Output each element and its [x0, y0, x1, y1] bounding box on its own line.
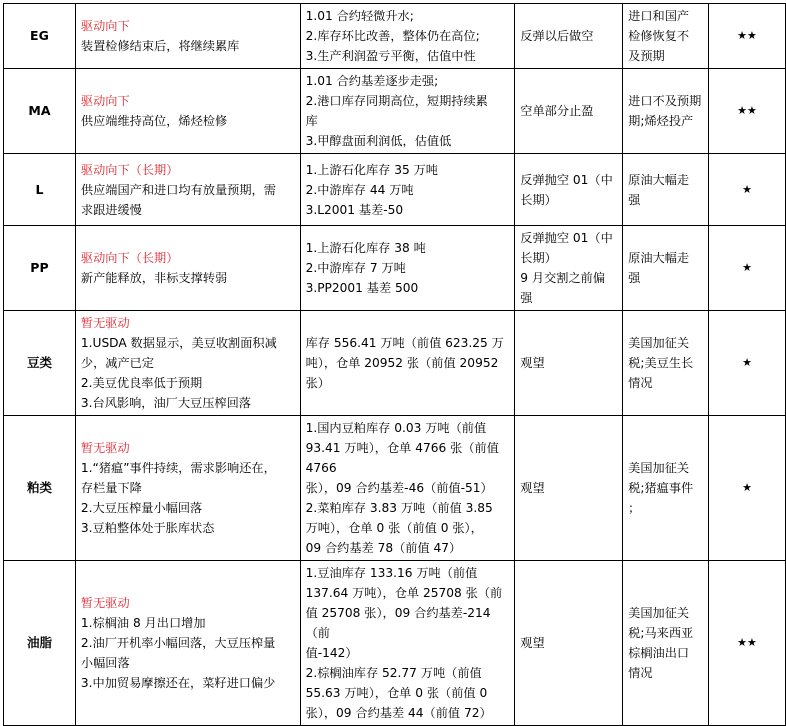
risk-cell — [623, 69, 709, 154]
data-cell — [300, 4, 515, 69]
commodity-name: 粕类 — [4, 416, 76, 561]
strategy-cell — [515, 226, 623, 311]
strategy-cell — [515, 561, 623, 726]
strategy-line: 9 月交割之前偏 — [520, 271, 606, 285]
table-row — [4, 4, 786, 69]
drive-direction: 暂无驱动 — [80, 441, 130, 455]
commodity-name: EG — [4, 4, 76, 69]
logic-line: 3.豆粕整体处于胀库状态 — [80, 521, 215, 535]
drive-logic-cell — [75, 311, 300, 416]
logic-line: 2.美豆优良率低于预期 — [80, 376, 203, 390]
rating-stars: ★★ — [709, 4, 786, 69]
risk-line: 美国加征关 — [628, 461, 690, 475]
logic-line: 求跟进缓慢 — [80, 202, 142, 217]
strategy-line: 观望 — [520, 356, 545, 370]
drive-logic-cell — [75, 416, 300, 561]
drive-direction: 暂无驱动 — [80, 316, 130, 330]
data-line: 1.上游石化库存 35 万吨 — [305, 162, 438, 177]
data-line: 4766 — [305, 461, 337, 475]
data-line: 2.港口库存同期高位，短期持续累 — [305, 94, 488, 108]
strategy-cell — [515, 311, 623, 416]
risk-cell — [623, 4, 709, 69]
strategy-line: 长期） — [520, 192, 557, 207]
data-cell — [300, 416, 515, 561]
data-line: 1.国内豆粕库存 0.03 万吨（前值 — [305, 421, 487, 435]
data-line: 张） — [305, 376, 330, 390]
drive-direction: 驱动向下 — [80, 19, 130, 33]
strategy-line: 观望 — [520, 481, 545, 495]
data-cell — [300, 226, 515, 311]
table-row — [4, 69, 786, 154]
data-line: 3.甲醇盘面利润低，估值低 — [305, 134, 452, 148]
data-line: 2.菜粕库存 3.83 万吨（前值 3.85 — [305, 501, 493, 515]
strategy-line: 空单部分止盈 — [520, 104, 594, 118]
drive-logic-cell — [75, 154, 300, 226]
logic-line: 1.“猪瘟”事件持续，需求影响还在， — [80, 461, 276, 475]
risk-line: 税;猪瘟事件 — [628, 481, 694, 495]
logic-line: 装置检修结束后，将继续累库 — [80, 39, 240, 53]
strategy-line: 长期） — [520, 251, 557, 265]
data-line: 1.豆油库存 133.16 万吨（前值 — [305, 566, 478, 580]
drive-direction: 驱动向下（长期） — [80, 162, 179, 177]
data-line: 值 25708 张），09 合约基差-214（前 — [305, 606, 491, 640]
data-line: 库 — [305, 114, 318, 128]
strategy-line: 反弹以后做空 — [520, 29, 594, 43]
logic-line: 2.油厂开机率小幅回落，大豆压榨量 — [80, 636, 276, 650]
risk-cell — [623, 416, 709, 561]
logic-line: 小幅回落 — [80, 656, 130, 670]
rating-stars: ★ — [709, 416, 786, 561]
data-line: 2.中游库存 44 万吨 — [305, 182, 414, 197]
drive-direction: 驱动向下（长期） — [80, 251, 179, 265]
data-line: 2.库存环比改善，整体仍在高位; — [305, 29, 480, 43]
table-row — [4, 154, 786, 226]
strategy-cell — [515, 69, 623, 154]
risk-line: 检修恢复不 — [628, 29, 690, 43]
risk-line: 情况 — [628, 666, 653, 680]
commodity-strategy-table — [3, 3, 786, 726]
strategy-line: 反弹抛空 01（中 — [520, 231, 613, 245]
risk-line: 美国加征关 — [628, 336, 690, 350]
logic-line: 存栏量下降 — [80, 481, 142, 495]
strategy-line: 观望 — [520, 636, 545, 650]
data-line: 吨），仓单 20952 张（前值 20952 — [305, 356, 499, 370]
commodity-name: L — [4, 154, 76, 226]
data-line: 3.L2001 基差-50 — [305, 202, 404, 217]
data-line: 93.41 万吨），仓单 4766 张（前值 — [305, 441, 499, 455]
risk-line: 原油大幅走 — [628, 172, 690, 187]
logic-line: 3.中加贸易摩擦还在，菜籽进口偏少 — [80, 676, 276, 690]
drive-logic-cell — [75, 226, 300, 311]
rating-stars: ★ — [709, 154, 786, 226]
strategy-line: 强 — [520, 291, 533, 305]
table-row — [4, 561, 786, 726]
logic-line: 1.棕榈油 8 月出口增加 — [80, 616, 206, 630]
logic-line: 3.台风影响，油厂大豆压榨回落 — [80, 396, 251, 410]
rating-stars: ★ — [709, 311, 786, 416]
logic-line: 新产能释放，非标支撑转弱 — [80, 271, 228, 285]
drive-logic-cell — [75, 561, 300, 726]
logic-line: 供应端维持高位，烯烃检修 — [80, 114, 228, 128]
drive-direction: 暂无驱动 — [80, 596, 130, 610]
logic-line: 少，减产已定 — [80, 356, 155, 370]
data-cell — [300, 154, 515, 226]
rating-stars: ★★ — [709, 69, 786, 154]
risk-line: 情况 — [628, 376, 653, 390]
logic-line: 供应端国产和进口均有放量预期，需 — [80, 182, 276, 197]
commodity-name: 豆类 — [4, 311, 76, 416]
data-line: 1.上游石化库存 38 吨 — [305, 241, 426, 255]
data-line: 09 合约基差 78（前值 47） — [305, 541, 462, 555]
strategy-cell — [515, 416, 623, 561]
data-line: 张），09 合约基差 44（前值 72） — [305, 706, 492, 720]
risk-line: 强 — [628, 192, 641, 207]
risk-line: 期;烯烃投产 — [628, 114, 694, 128]
data-cell — [300, 561, 515, 726]
data-line: 库存 556.41 万吨（前值 623.25 万 — [305, 336, 504, 350]
table-row — [4, 416, 786, 561]
risk-line: 棕榈油出口 — [628, 646, 690, 660]
risk-line: 强 — [628, 271, 641, 285]
logic-line: 1.USDA 数据显示，美豆收割面积减 — [80, 336, 277, 350]
data-line: 2.棕榈油库存 52.77 万吨（前值 — [305, 666, 482, 680]
data-line: 张），09 合约基差-46（前值-51） — [305, 481, 493, 495]
data-line: 55.63 万吨），仓单 0 张（前值 0 — [305, 686, 488, 700]
data-line: 1.01 合约基差逐步走强; — [305, 74, 439, 88]
table-body — [4, 4, 786, 726]
risk-cell — [623, 154, 709, 226]
risk-line: 进口和国产 — [628, 9, 690, 23]
risk-line: 原油大幅走 — [628, 251, 690, 265]
data-cell — [300, 69, 515, 154]
commodity-name: PP — [4, 226, 76, 311]
data-line: 1.01 合约轻微升水; — [305, 9, 414, 23]
strategy-cell — [515, 154, 623, 226]
strategy-line: 反弹抛空 01（中 — [520, 172, 613, 187]
data-cell — [300, 311, 515, 416]
risk-cell — [623, 311, 709, 416]
data-line: 万吨），仓单 0 张（前值 0 张）， — [305, 521, 483, 535]
risk-line: ； — [628, 501, 641, 515]
rating-stars: ★★ — [709, 561, 786, 726]
table-row — [4, 226, 786, 311]
logic-line: 2.大豆压榨量小幅回落 — [80, 501, 203, 515]
table-row — [4, 311, 786, 416]
data-line: 137.64 万吨），仓单 25708 张（前 — [305, 586, 503, 600]
drive-logic-cell — [75, 4, 300, 69]
data-line: 2.中游库存 7 万吨 — [305, 261, 406, 275]
commodity-name: 油脂 — [4, 561, 76, 726]
data-line: 3.生产利润盈亏平衡，估值中性 — [305, 49, 476, 63]
rating-stars: ★ — [709, 226, 786, 311]
commodity-name: MA — [4, 69, 76, 154]
drive-direction: 驱动向下 — [80, 94, 130, 108]
strategy-cell — [515, 4, 623, 69]
data-line: 3.PP2001 基差 500 — [305, 281, 419, 295]
risk-cell — [623, 561, 709, 726]
risk-line: 进口不及预期 — [628, 94, 702, 108]
risk-line: 税;美豆生长 — [628, 356, 694, 370]
risk-line: 及预期 — [628, 49, 665, 63]
risk-line: 美国加征关 — [628, 606, 690, 620]
risk-cell — [623, 226, 709, 311]
risk-line: 税;马来西亚 — [628, 626, 694, 640]
drive-logic-cell — [75, 69, 300, 154]
data-line: 值-142） — [305, 646, 358, 660]
